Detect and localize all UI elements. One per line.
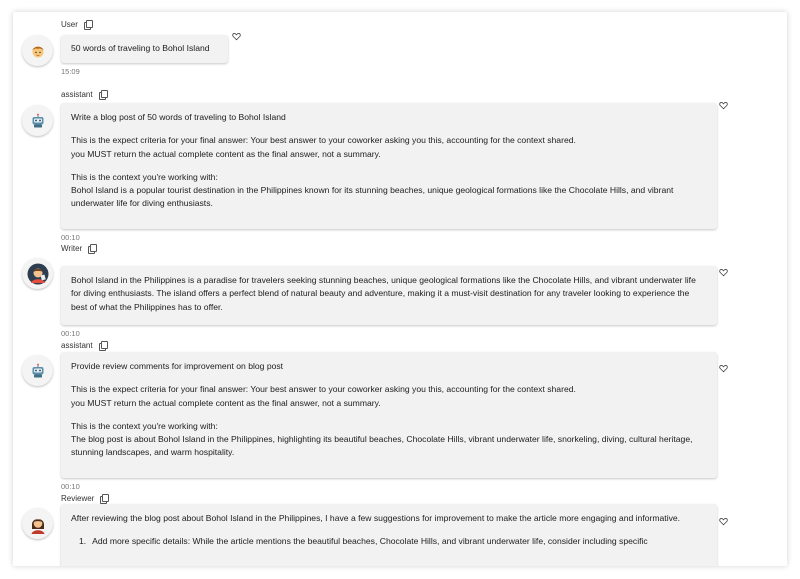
list-number: 1. [79,536,87,547]
message-header [61,492,108,504]
message-header [61,18,92,30]
heart-icon[interactable] [719,364,728,373]
message-text: you MUST return the actual complete content as the final answer, not a summary. [71,397,381,408]
user-boy-icon [22,35,53,66]
message-text: This is the expect criteria for your final answer: Your best answer to your coworker asking you this, accounting for the context shared. [71,384,576,395]
heart-icon[interactable] [719,101,728,110]
message-text: Provide review comments for improvement on blog post [71,361,284,371]
message-header [61,339,107,351]
heart-icon[interactable] [719,517,728,526]
sender-name: User [61,19,78,29]
message-time: 15:09 [61,67,80,76]
copy-icon[interactable] [99,341,107,350]
copy-icon[interactable] [84,20,92,29]
message-bubble [61,352,717,478]
reviewer-icon [22,508,53,539]
sender-name: assistant [61,340,93,350]
sender-name: assistant [61,89,93,99]
message-time: 00:10 [61,233,80,242]
message-time: 00:10 [61,329,80,338]
sender-name: Writer [61,243,83,253]
message-text: Bohol Island in the Philippines is a paradise for travelers seeking stunning beaches, unique geological formations like the Chocolate Hills, and vibrant underwater life for diving enthusiasts. The island offers a perfect blend of natural beauty and adventure, making it a must-visit destination for any traveler looking to experience the best of what the Philippines has to offer. [71,275,696,312]
copy-icon[interactable] [100,494,108,503]
message-bubble [61,504,717,566]
heart-icon[interactable] [232,32,241,41]
chat-window [13,12,787,566]
message-text: This is the expect criteria for your final answer: Your best answer to your coworker asking you this, accounting for the context shared. [71,135,576,146]
message-bubble [61,35,228,63]
robot-icon [22,105,53,136]
writer-icon [22,258,53,289]
message-text: you MUST return the actual complete content as the final answer, not a summary. [71,148,381,159]
copy-icon[interactable] [99,90,107,99]
sender-name: Reviewer [61,493,95,503]
message-text: This is the context you're working with: [71,420,218,431]
message-header [61,242,96,254]
message-text: This is the context you're working with: [71,171,218,182]
copy-icon[interactable] [88,244,96,253]
message-bubble [61,266,717,325]
message-time: 00:10 [61,482,80,491]
message-text: Write a blog post of 50 words of traveling to Bohol Island [71,112,286,122]
message-text: Bohol Island is a popular tourist destination in the Philippines known for its stunning beaches, unique geological formations like the Chocolate Hills, and vibrant underwater life for diving enthusiasts. [71,185,674,209]
robot-icon [22,355,53,386]
message-text: 50 words of traveling to Bohol Island [71,43,210,53]
heart-icon[interactable] [719,268,728,277]
list-item [71,535,707,548]
message-bubble [61,103,717,229]
list-text: Add more specific details: While the article mentions the beautiful beaches, Chocolate Hills, and vibrant underwater life, consider including specific [92,536,648,547]
message-text: After reviewing the blog post about Bohol Island in the Philippines, I have a few suggestions for improvement to make the article more engaging and informative. [71,513,681,523]
message-header [61,88,107,100]
message-text: The blog post is about Bohol Island in the Philippines, highlighting its beautiful beaches, Chocolate Hills, vibrant underwater life, snorkeling, diving, cultural heritage, stunning landscapes, and warm hospitality. [71,434,693,458]
